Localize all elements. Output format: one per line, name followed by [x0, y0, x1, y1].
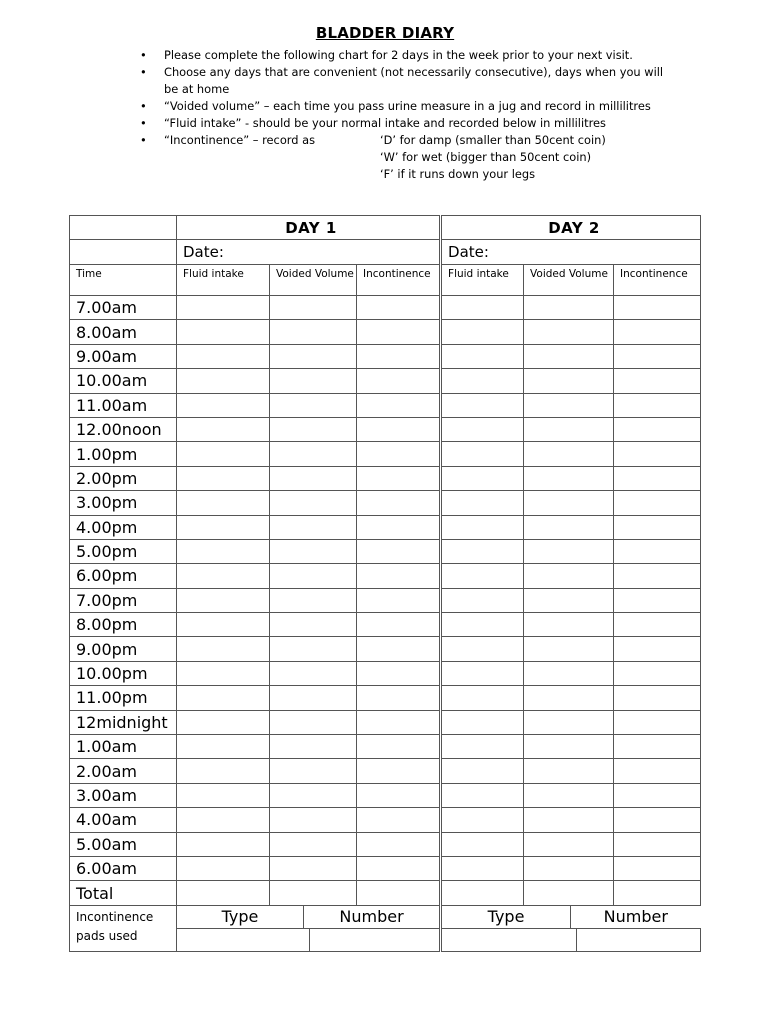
day2-incontinence-cell[interactable]: [614, 661, 701, 685]
day1-incontinence-cell[interactable]: [357, 808, 441, 832]
time-label: 10.00am: [70, 369, 177, 393]
bullet-icon: •: [140, 65, 147, 79]
day2-fluid-cell[interactable]: [441, 539, 524, 563]
bullet-icon: •: [140, 99, 147, 113]
day1-fluid-cell[interactable]: [177, 686, 270, 710]
day1-voided-cell[interactable]: [270, 710, 357, 734]
day2-voided-cell[interactable]: [524, 808, 614, 832]
instruction-text: Choose any days that are convenient (not necessarily consecutive), days when you will be at home: [164, 65, 664, 96]
instructions-list: [140, 47, 670, 183]
day2-fluid-cell[interactable]: [441, 515, 524, 539]
day1-voided-cell[interactable]: [270, 832, 357, 856]
day1-fluid-cell[interactable]: [177, 515, 270, 539]
bullet-icon: •: [140, 133, 147, 147]
day2-fluid-header: Fluid intake: [441, 265, 524, 296]
day1-fluid-cell[interactable]: [177, 393, 270, 417]
day2-incontinence-cell[interactable]: [614, 759, 701, 783]
bullet-icon: •: [140, 116, 147, 130]
day-header-row: [70, 216, 701, 240]
day1-fluid-cell[interactable]: [177, 808, 270, 832]
bullet-icon: •: [140, 48, 147, 62]
day1-incontinence-cell[interactable]: [357, 637, 441, 661]
day1-pads-entry-subtable: [177, 929, 439, 951]
time-row: [70, 588, 701, 612]
day1-voided-cell[interactable]: [270, 735, 357, 759]
time-label: 12midnight: [70, 710, 177, 734]
day1-voided-cell[interactable]: [270, 856, 357, 880]
day2-pads-number-cell[interactable]: [577, 929, 701, 951]
day2-incontinence-total-cell[interactable]: [614, 881, 701, 905]
day1-incontinence-cell[interactable]: [357, 369, 441, 393]
code-full: ‘F’ if it runs down your legs: [380, 167, 536, 181]
day2-voided-cell[interactable]: [524, 759, 614, 783]
instruction-text: Please complete the following chart for 2 days in the week prior to your next visit.: [164, 48, 633, 62]
day1-voided-cell[interactable]: [270, 466, 357, 490]
day2-pads-subtable: [442, 906, 701, 928]
day1-incontinence-cell[interactable]: [357, 783, 441, 807]
day2-fluid-cell[interactable]: [441, 856, 524, 880]
day2-incontinence-cell[interactable]: [614, 564, 701, 588]
day2-incontinence-cell[interactable]: [614, 369, 701, 393]
day1-fluid-cell[interactable]: [177, 735, 270, 759]
bladder-diary-table: [69, 215, 701, 952]
day1-incontinence-cell[interactable]: [357, 759, 441, 783]
day1-fluid-cell[interactable]: [177, 491, 270, 515]
day1-incontinence-cell[interactable]: [357, 442, 441, 466]
time-row: [70, 564, 701, 588]
day1-fluid-cell[interactable]: [177, 637, 270, 661]
instruction-item: [140, 98, 664, 115]
time-row: [70, 515, 701, 539]
day2-voided-header: Voided Volume: [524, 265, 614, 296]
day1-pads-type-header: Type: [177, 906, 304, 928]
day1-fluid-cell[interactable]: [177, 564, 270, 588]
day1-title: DAY 1: [177, 216, 441, 240]
time-label: 10.00pm: [70, 661, 177, 685]
instruction-text: “Voided volume” – each time you pass urine measure in a jug and record in millilitres: [164, 99, 651, 113]
day1-voided-cell[interactable]: [270, 661, 357, 685]
time-label: 2.00am: [70, 759, 177, 783]
day1-voided-cell[interactable]: [270, 417, 357, 441]
time-row: [70, 759, 701, 783]
day2-fluid-cell[interactable]: [441, 613, 524, 637]
code-row: [164, 132, 664, 149]
day2-incontinence-cell[interactable]: [614, 344, 701, 368]
day1-voided-cell[interactable]: [270, 491, 357, 515]
day2-voided-cell[interactable]: [524, 710, 614, 734]
time-header: Time: [70, 265, 177, 296]
day2-voided-cell[interactable]: [524, 661, 614, 685]
day1-incontinence-cell[interactable]: [357, 832, 441, 856]
time-row: [70, 491, 701, 515]
day1-fluid-cell[interactable]: [177, 783, 270, 807]
day2-fluid-cell[interactable]: [441, 344, 524, 368]
time-row: [70, 320, 701, 344]
time-row: [70, 466, 701, 490]
day1-voided-cell[interactable]: [270, 369, 357, 393]
day1-fluid-cell[interactable]: [177, 856, 270, 880]
day1-fluid-cell[interactable]: [177, 344, 270, 368]
day1-fluid-cell[interactable]: [177, 588, 270, 612]
day2-pads-entry-subtable: [442, 929, 700, 951]
day1-incontinence-header: Incontinence: [357, 265, 441, 296]
time-row: [70, 613, 701, 637]
day2-fluid-total-cell[interactable]: [441, 881, 524, 905]
time-label: 7.00pm: [70, 588, 177, 612]
time-label: 2.00pm: [70, 466, 177, 490]
day2-voided-cell[interactable]: [524, 442, 614, 466]
day1-voided-cell[interactable]: [270, 686, 357, 710]
time-label: 6.00am: [70, 856, 177, 880]
day2-fluid-cell[interactable]: [441, 369, 524, 393]
time-row: [70, 735, 701, 759]
time-label: 6.00pm: [70, 564, 177, 588]
day2-voided-cell[interactable]: [524, 564, 614, 588]
day1-voided-cell[interactable]: [270, 564, 357, 588]
time-row: [70, 783, 701, 807]
time-row: [70, 417, 701, 441]
day1-incontinence-cell[interactable]: [357, 613, 441, 637]
day2-fluid-cell[interactable]: [441, 442, 524, 466]
day2-fluid-cell[interactable]: [441, 564, 524, 588]
time-label: 9.00am: [70, 344, 177, 368]
time-label: 4.00pm: [70, 515, 177, 539]
day2-voided-cell[interactable]: [524, 515, 614, 539]
time-row: [70, 832, 701, 856]
day2-fluid-cell[interactable]: [441, 735, 524, 759]
day2-incontinence-cell[interactable]: [614, 466, 701, 490]
day2-voided-cell[interactable]: [524, 637, 614, 661]
day1-date-field[interactable]: Date:: [177, 240, 441, 265]
day1-pads-number-header: Number: [339, 907, 404, 927]
day2-incontinence-cell[interactable]: [614, 491, 701, 515]
day1-voided-cell[interactable]: [270, 296, 357, 320]
day1-pads-subtable: [177, 906, 439, 928]
time-label: 3.00pm: [70, 491, 177, 515]
day2-voided-total-cell[interactable]: [524, 881, 614, 905]
instruction-item: [140, 64, 664, 98]
time-label: 1.00am: [70, 735, 177, 759]
day2-voided-cell[interactable]: [524, 686, 614, 710]
day2-incontinence-cell[interactable]: [614, 856, 701, 880]
time-label: 4.00am: [70, 808, 177, 832]
day2-voided-cell[interactable]: [524, 344, 614, 368]
day1-voided-cell[interactable]: [270, 539, 357, 563]
pads-header-row: [70, 905, 701, 928]
day2-fluid-cell[interactable]: [441, 296, 524, 320]
day2-fluid-cell[interactable]: [441, 832, 524, 856]
day1-incontinence-cell[interactable]: [357, 564, 441, 588]
day2-incontinence-cell[interactable]: [614, 417, 701, 441]
day1-incontinence-cell[interactable]: [357, 686, 441, 710]
day2-fluid-cell[interactable]: [441, 637, 524, 661]
day2-fluid-cell[interactable]: [441, 491, 524, 515]
day1-incontinence-cell[interactable]: [357, 466, 441, 490]
code-row: [164, 149, 664, 166]
day1-incontinence-cell[interactable]: [357, 539, 441, 563]
day2-voided-cell[interactable]: [524, 588, 614, 612]
day1-fluid-cell[interactable]: [177, 296, 270, 320]
day1-incontinence-cell[interactable]: [357, 417, 441, 441]
day2-fluid-cell[interactable]: [441, 759, 524, 783]
day1-fluid-cell[interactable]: [177, 466, 270, 490]
day1-voided-cell[interactable]: [270, 393, 357, 417]
day2-incontinence-cell[interactable]: [614, 539, 701, 563]
day1-incontinence-cell[interactable]: [357, 661, 441, 685]
day1-fluid-total-cell[interactable]: [177, 881, 270, 905]
time-row: [70, 369, 701, 393]
day2-incontinence-cell[interactable]: [614, 515, 701, 539]
day2-fluid-cell[interactable]: [441, 710, 524, 734]
code-damp: ‘D’ for damp (smaller than 50cent coin): [380, 133, 606, 147]
time-row: [70, 296, 701, 320]
day2-voided-cell[interactable]: [524, 856, 614, 880]
day1-voided-cell[interactable]: [270, 613, 357, 637]
day2-incontinence-cell[interactable]: [614, 783, 701, 807]
day2-date-field[interactable]: Date:: [441, 240, 701, 265]
day2-voided-cell[interactable]: [524, 783, 614, 807]
day1-fluid-cell[interactable]: [177, 442, 270, 466]
day1-voided-cell[interactable]: [270, 344, 357, 368]
day1-fluid-header: Fluid intake: [177, 265, 270, 296]
time-label: 8.00pm: [70, 613, 177, 637]
day2-incontinence-cell[interactable]: [614, 832, 701, 856]
day2-pads-type-header: Type: [442, 906, 571, 928]
day2-fluid-cell[interactable]: [441, 808, 524, 832]
day1-incontinence-cell[interactable]: [357, 320, 441, 344]
time-row: [70, 856, 701, 880]
incontinence-instruction-label: “Incontinence” – record as: [164, 133, 316, 147]
day2-title: DAY 2: [441, 216, 701, 240]
day1-pads-type-cell[interactable]: [177, 929, 310, 951]
day1-voided-cell[interactable]: [270, 442, 357, 466]
day1-fluid-cell[interactable]: [177, 417, 270, 441]
day2-voided-cell[interactable]: [524, 417, 614, 441]
day2-voided-cell[interactable]: [524, 296, 614, 320]
blank-cell: [70, 216, 177, 240]
day1-voided-cell[interactable]: [270, 808, 357, 832]
time-label: 1.00pm: [70, 442, 177, 466]
day1-incontinence-cell[interactable]: [357, 491, 441, 515]
time-row: [70, 393, 701, 417]
code-wet: ‘W’ for wet (bigger than 50cent coin): [380, 150, 592, 164]
day2-voided-cell[interactable]: [524, 832, 614, 856]
day1-incontinence-cell[interactable]: [357, 856, 441, 880]
time-rows: [70, 296, 701, 881]
day1-incontinence-cell[interactable]: [357, 588, 441, 612]
day2-pads-type-cell[interactable]: [442, 929, 577, 951]
day2-incontinence-cell[interactable]: [614, 710, 701, 734]
day1-voided-cell[interactable]: [270, 637, 357, 661]
blank-cell: [70, 240, 177, 265]
day1-incontinence-cell[interactable]: [357, 515, 441, 539]
day1-incontinence-total-cell[interactable]: [357, 881, 441, 905]
day1-voided-cell[interactable]: [270, 515, 357, 539]
day2-incontinence-cell[interactable]: [614, 320, 701, 344]
time-row: [70, 442, 701, 466]
day2-fluid-cell[interactable]: [441, 466, 524, 490]
time-label: 11.00am: [70, 393, 177, 417]
day2-fluid-cell[interactable]: [441, 686, 524, 710]
day1-incontinence-cell[interactable]: [357, 393, 441, 417]
day2-fluid-cell[interactable]: [441, 417, 524, 441]
day2-fluid-cell[interactable]: [441, 661, 524, 685]
time-label: 3.00am: [70, 783, 177, 807]
day2-incontinence-cell[interactable]: [614, 588, 701, 612]
day1-voided-header: Voided Volume: [270, 265, 357, 296]
time-row: [70, 637, 701, 661]
day2-incontinence-cell[interactable]: [614, 686, 701, 710]
day2-incontinence-cell[interactable]: [614, 296, 701, 320]
day1-incontinence-cell[interactable]: [357, 710, 441, 734]
day2-voided-cell[interactable]: [524, 466, 614, 490]
column-header-row: [70, 265, 701, 296]
time-row: [70, 539, 701, 563]
day2-pads-number-header: Number: [603, 907, 668, 927]
day2-incontinence-cell[interactable]: [614, 393, 701, 417]
day2-voided-cell[interactable]: [524, 613, 614, 637]
document-title: BLADDER DIARY: [315, 24, 455, 42]
day1-fluid-cell[interactable]: [177, 759, 270, 783]
day2-fluid-cell[interactable]: [441, 783, 524, 807]
day1-voided-total-cell[interactable]: [270, 881, 357, 905]
date-row: [70, 240, 701, 265]
time-label: 8.00am: [70, 320, 177, 344]
time-label: 11.00pm: [70, 686, 177, 710]
day1-fluid-cell[interactable]: [177, 320, 270, 344]
day1-voided-cell[interactable]: [270, 588, 357, 612]
day1-fluid-cell[interactable]: [177, 539, 270, 563]
day1-voided-cell[interactable]: [270, 759, 357, 783]
day2-incontinence-cell[interactable]: [614, 442, 701, 466]
day1-pads-number-cell[interactable]: [310, 929, 440, 951]
day1-fluid-cell[interactable]: [177, 613, 270, 637]
day2-voided-cell[interactable]: [524, 369, 614, 393]
time-label: 9.00pm: [70, 637, 177, 661]
day1-fluid-cell[interactable]: [177, 661, 270, 685]
day2-fluid-cell[interactable]: [441, 320, 524, 344]
day2-voided-cell[interactable]: [524, 539, 614, 563]
time-row: [70, 344, 701, 368]
day2-fluid-cell[interactable]: [441, 393, 524, 417]
incontinence-instruction: [140, 132, 664, 183]
total-row: [70, 881, 701, 905]
day1-voided-cell[interactable]: [270, 783, 357, 807]
day1-voided-cell[interactable]: [270, 320, 357, 344]
time-label: 12.00noon: [70, 417, 177, 441]
day1-incontinence-cell[interactable]: [357, 344, 441, 368]
day2-voided-cell[interactable]: [524, 735, 614, 759]
day1-incontinence-cell[interactable]: [357, 296, 441, 320]
time-row: [70, 710, 701, 734]
day1-fluid-cell[interactable]: [177, 369, 270, 393]
day1-incontinence-cell[interactable]: [357, 735, 441, 759]
time-label: 7.00am: [70, 296, 177, 320]
day2-voided-cell[interactable]: [524, 491, 614, 515]
day2-voided-cell[interactable]: [524, 320, 614, 344]
time-row: [70, 661, 701, 685]
day1-fluid-cell[interactable]: [177, 710, 270, 734]
day2-incontinence-cell[interactable]: [614, 637, 701, 661]
instruction-item: [140, 115, 664, 132]
day1-fluid-cell[interactable]: [177, 832, 270, 856]
instruction-item: [140, 47, 664, 64]
day2-incontinence-cell[interactable]: [614, 613, 701, 637]
time-row: [70, 808, 701, 832]
day2-fluid-cell[interactable]: [441, 588, 524, 612]
day2-voided-cell[interactable]: [524, 393, 614, 417]
day2-incontinence-header: Incontinence: [614, 265, 701, 296]
day2-incontinence-cell[interactable]: [614, 808, 701, 832]
time-label: 5.00pm: [70, 539, 177, 563]
pads-used-label: Incontinence pads used: [70, 905, 177, 951]
time-label: 5.00am: [70, 832, 177, 856]
code-row: [164, 166, 664, 183]
total-label: Total: [70, 881, 177, 905]
day2-incontinence-cell[interactable]: [614, 735, 701, 759]
time-row: [70, 686, 701, 710]
instruction-text: “Fluid intake” - should be your normal intake and recorded below in millilitres: [164, 116, 606, 130]
